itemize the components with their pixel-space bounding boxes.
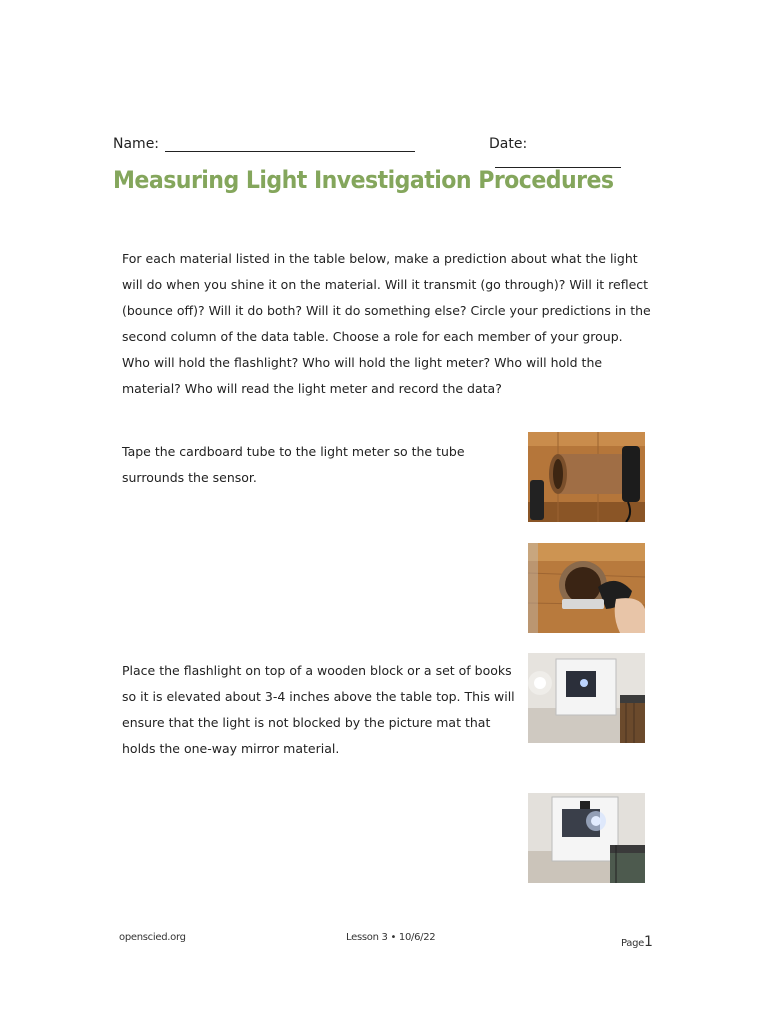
flashlight-setup-photo (528, 653, 645, 743)
date-label: Date: (489, 136, 528, 152)
tube-on-meter-photo (528, 543, 645, 633)
footer-lesson: Lesson 3 • 10/6/22 (346, 932, 436, 943)
tube-step-paragraph: Tape the cardboard tube to the light meter so the tube surrounds the sensor. (122, 444, 465, 485)
footer-page (621, 934, 653, 950)
page-number: 1 (644, 934, 653, 950)
cardboard-tube-photo (528, 432, 645, 522)
student-header (113, 136, 658, 156)
footer-site: openscied.org (119, 932, 186, 943)
page-label: Page (621, 938, 645, 949)
mirror-setup-photo (528, 793, 645, 883)
date-field[interactable] (489, 136, 658, 168)
flashlight-step-paragraph: Place the flashlight on top of a wooden block or a set of books so it is elevated about 3-4 inches above the table top. This will ensure that the light is not blocked by the picture mat that holds the one-way mirror material. (122, 663, 515, 756)
name-blank-line[interactable] (165, 137, 415, 152)
name-field[interactable] (113, 136, 415, 152)
page-title: Measuring Light Investigation Procedures (113, 166, 614, 194)
intro-paragraph: For each material listed in the table below, make a prediction about what the light will do when you shine it on the material. Will it transmit (go through)? Will it reflect (bounce off)? Will it do both? Will it do something else? Circle your predictions in the second column of the data table. Choose a role for each member of your group. Who will hold the flashlight? Who will hold the light meter? Who will hold the material? Who will read the light meter and record the data? (122, 251, 651, 396)
name-label: Name: (113, 136, 160, 152)
